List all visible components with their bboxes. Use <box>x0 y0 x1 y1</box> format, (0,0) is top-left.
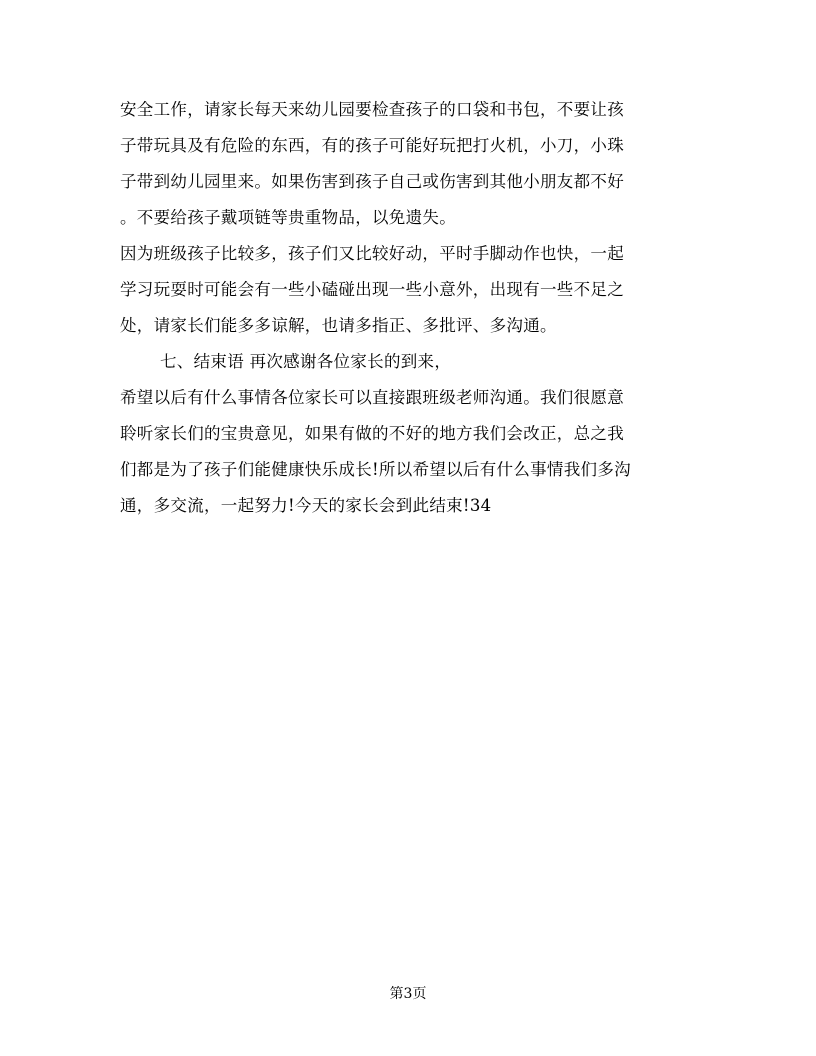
text-line: 希望以后有什么事情各位家长可以直接跟班级老师沟通。我们很愿意 <box>120 388 624 407</box>
document-body <box>120 92 710 524</box>
text-line: 通，多交流，一起努力!今天的家长会到此结束!34 <box>120 496 492 515</box>
text-line: 聆听家长们的宝贵意见，如果有做的不好的地方我们会改正，总之我 <box>120 424 624 443</box>
text-line: 子带到幼儿园里来。如果伤害到孩子自己或伤害到其他小朋友都不好 <box>120 172 624 191</box>
text-line: 们都是为了孩子们能健康快乐成长!所以希望以后有什么事情我们多沟 <box>120 460 631 479</box>
text-line: 子带玩具及有危险的东西，有的孩子可能好玩把打火机，小刀，小珠 <box>120 136 624 155</box>
section-heading: 七、结束语 再次感谢各位家长的到来， <box>160 352 452 371</box>
text-line: 学习玩耍时可能会有一些小磕碰出现一些小意外，出现有一些不足之 <box>120 280 624 299</box>
text-line: 。不要给孩子戴项链等贵重物品，以免遗失。 <box>120 208 456 227</box>
text-line: 因为班级孩子比较多，孩子们又比较好动，平时手脚动作也快，一起 <box>120 244 624 263</box>
text-line: 处，请家长们能多多谅解，也请多指正、多批评、多沟通。 <box>120 316 557 335</box>
text-line: 安全工作，请家长每天来幼儿园要检查孩子的口袋和书包，不要让孩 <box>120 100 624 119</box>
page-number: 第3页 <box>389 986 427 1002</box>
